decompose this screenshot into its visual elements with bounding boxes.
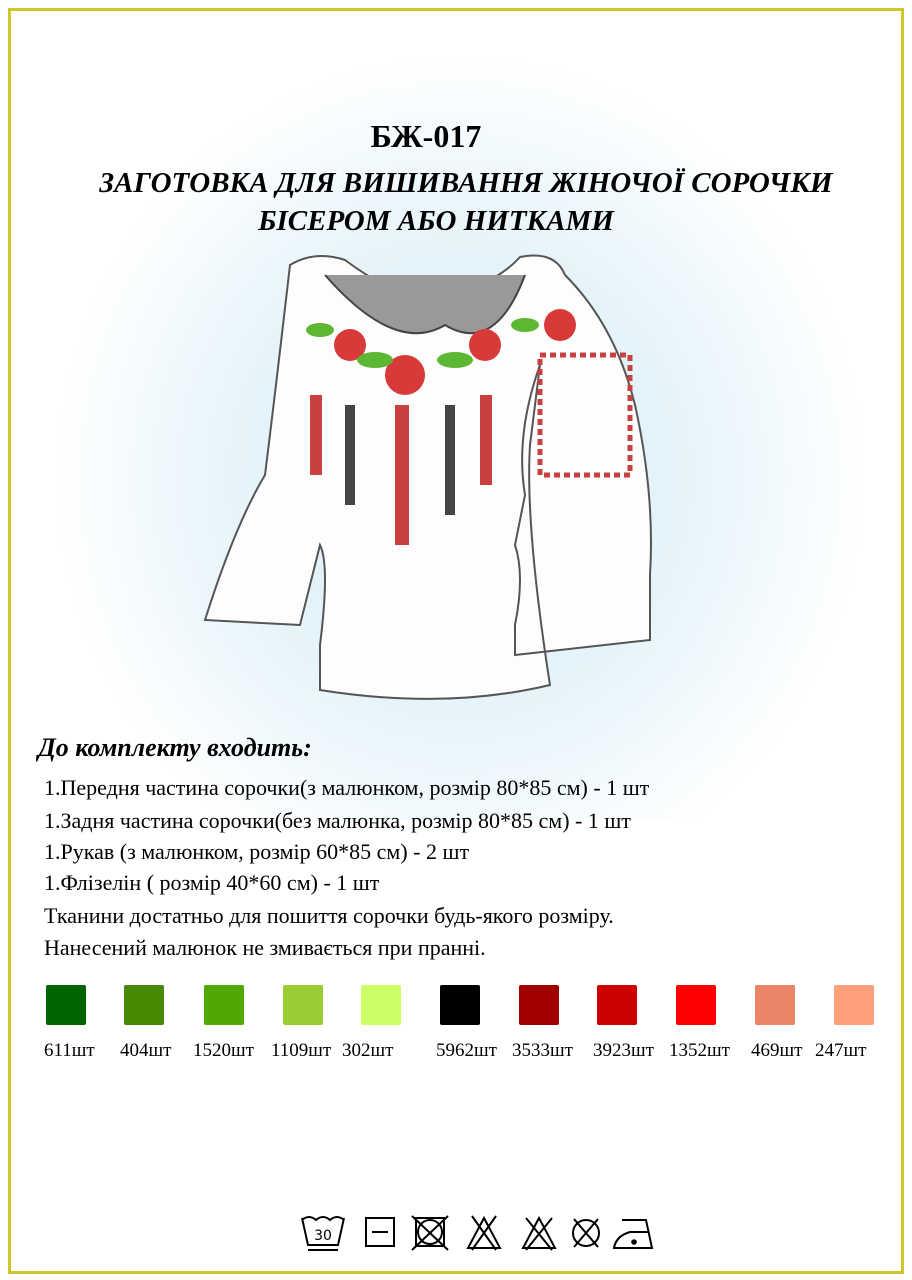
color-swatch: [755, 985, 795, 1025]
kit-note: Нанесений малюнок не змивається при пранні.: [44, 935, 486, 960]
svg-text:30: 30: [314, 1228, 332, 1244]
product-code: БЖ-017: [370, 118, 482, 154]
title-line-2: БІСЕРОМ АБО НИТКАМИ: [258, 205, 614, 237]
swatch-count: 3533шт: [512, 1040, 573, 1061]
kit-item: 1.Рукав (з малюнком, розмір 60*85 см) - 2 шт: [44, 839, 470, 864]
swatch-count: 5962шт: [436, 1040, 497, 1061]
iron-low-icon: [614, 1220, 652, 1248]
color-swatch: [519, 985, 559, 1025]
swatch-count: 404шт: [120, 1040, 172, 1061]
color-swatch: [124, 985, 164, 1025]
color-swatch: [597, 985, 637, 1025]
kit-item: 1.Передня частина сорочки(з малюнком, розмір 80*85 см) - 1 шт: [44, 775, 650, 800]
embroidered-shirt-illustration: [195, 245, 675, 705]
no-bleach-icon: [523, 1218, 555, 1250]
no-dry-clean-icon: [573, 1219, 599, 1247]
swatch-count: 611шт: [44, 1040, 95, 1061]
no-chlorine-bleach-icon: [468, 1216, 500, 1250]
kit-title: До комплекту входить:: [38, 733, 312, 762]
swatch-count: 1109шт: [271, 1040, 332, 1061]
swatch-count: 1352шт: [669, 1040, 730, 1061]
color-swatch: [676, 985, 716, 1025]
kit-item: 1.Флізелін ( розмір 40*60 см) - 1 шт: [44, 870, 380, 895]
color-swatch: [440, 985, 480, 1025]
color-swatch: [204, 985, 244, 1025]
color-swatch: [361, 985, 401, 1025]
kit-note: Тканини достатньо для пошиття сорочки будь-якого розміру.: [44, 903, 614, 928]
no-tumble-dry-icon: [412, 1216, 448, 1250]
swatch-count: 247шт: [815, 1040, 867, 1061]
care-symbols: [296, 1210, 656, 1260]
color-swatch: [46, 985, 86, 1025]
wash-30-icon: [302, 1217, 344, 1250]
swatch-count: 469шт: [751, 1040, 803, 1061]
kit-item: 1.Задня частина сорочки(без малюнка, розмір 80*85 см) - 1 шт: [44, 808, 631, 833]
swatch-count: 3923шт: [593, 1040, 654, 1061]
color-swatch: [834, 985, 874, 1025]
tumble-dry-icon: [366, 1218, 394, 1246]
color-swatch: [283, 985, 323, 1025]
swatch-count: 302шт: [342, 1040, 394, 1061]
title-line-1: ЗАГОТОВКА ДЛЯ ВИШИВАННЯ ЖІНОЧОЇ СОРОЧКИ: [99, 167, 833, 199]
swatch-count: 1520шт: [193, 1040, 254, 1061]
